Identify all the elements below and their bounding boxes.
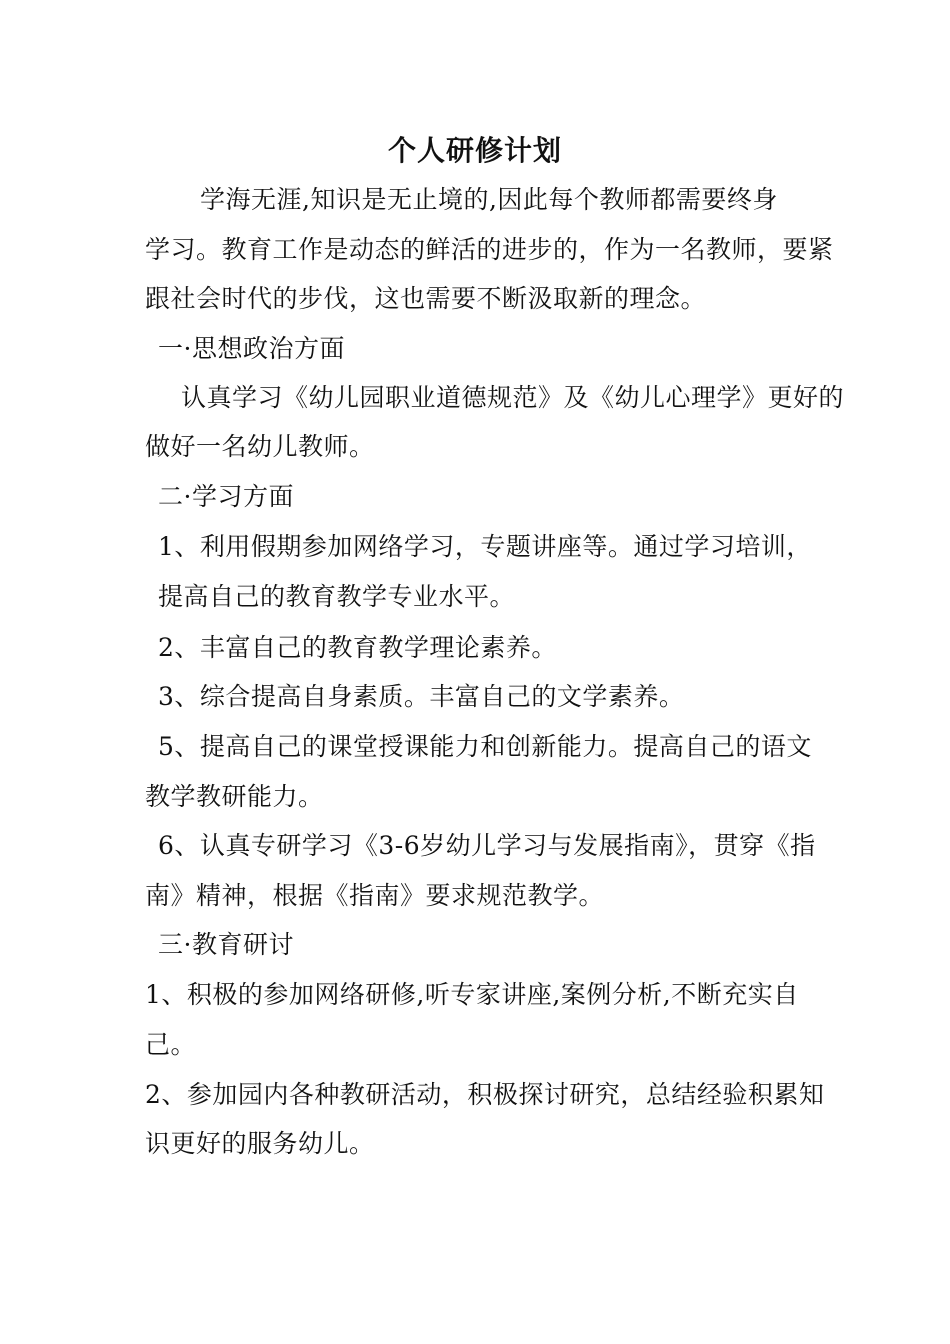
section-heading: 二·学习方面 bbox=[158, 482, 294, 511]
intro-line: 学海无涯,知识是无止境的,因此每个教师都需要终身 bbox=[200, 185, 778, 214]
intro-line: 学习。教育工作是动态的鲜活的进步的，作为一名教师，要紧 bbox=[145, 235, 834, 264]
list-item: 己。 bbox=[145, 1030, 197, 1059]
list-item: 5、提高自己的课堂授课能力和创新能力。提高自己的语文 bbox=[158, 732, 812, 761]
list-item: 2、丰富自己的教育教学理论素养。 bbox=[158, 633, 557, 662]
section-heading: 三·教育研讨 bbox=[158, 930, 294, 959]
list-item: 识更好的服务幼儿。 bbox=[145, 1129, 375, 1158]
list-item: 教学教研能力。 bbox=[145, 782, 324, 811]
intro-line: 跟社会时代的步伐，这也需要不断汲取新的理念。 bbox=[145, 284, 707, 313]
list-item: 提高自己的教育教学专业水平。 bbox=[158, 582, 516, 611]
list-item: 1、利用假期参加网络学习，专题讲座等。通过学习培训， bbox=[158, 532, 812, 561]
list-item: 南》精神，根据《指南》要求规范教学。 bbox=[145, 881, 605, 910]
list-item: 6、认真专研学习《3-6岁幼儿学习与发展指南》，贯穿《指 bbox=[158, 831, 816, 860]
section-heading: 一·思想政治方面 bbox=[158, 334, 345, 363]
list-item: 2、参加园内各种教研活动，积极探讨研究，总结经验积累知 bbox=[145, 1080, 825, 1109]
paragraph-line: 认真学习《幼儿园职业道德规范》及《幼儿心理学》更好的 bbox=[181, 383, 845, 412]
document-title: 个人研修计划 bbox=[387, 134, 562, 167]
list-item: 1、积极的参加网络研修,听专家讲座,案例分析,不断充实自 bbox=[145, 980, 799, 1009]
paragraph-line: 做好一名幼儿教师。 bbox=[145, 432, 375, 461]
list-item: 3、综合提高自身素质。丰富自己的文学素养。 bbox=[158, 682, 685, 711]
